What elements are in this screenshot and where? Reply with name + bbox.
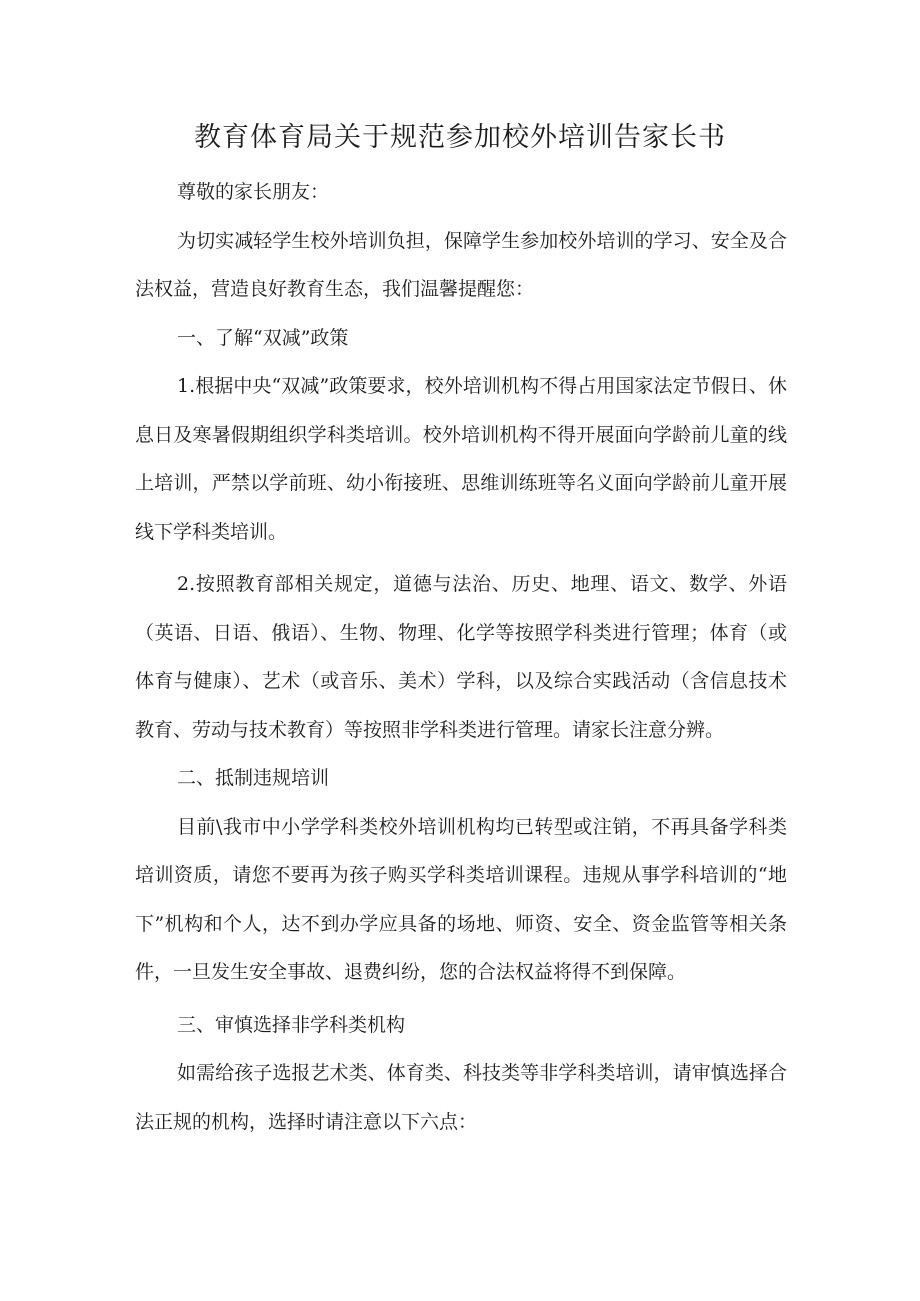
section-heading-1: 一、了解“双减”政策 xyxy=(177,326,349,349)
section-heading-3: 三、审慎选择非学科类机构 xyxy=(177,1013,406,1036)
document-title: 教育体育局关于规范参加校外培训告家长书 xyxy=(194,122,726,153)
policy-item-2: 2.按照教育部相关规定，道德与法治、历史、地理、语文、数学、外语（英语、日语、俄语）、生物、物理、化学等按照学科类进行管理；体育（或体育与健康）、艺术（或音乐、美术）学科，以及综合实践活动（含信息技术教育、劳动与技术教育）等按照非学科类进行管理。请家长注意分辨。 xyxy=(135,573,787,741)
violation-paragraph: 目前\我市中小学学科类校外培训机构均已转型或注销，不再具备学科类培训资质，请您不要再为孩子购买学科类培训课程。违规从事学科培训的“地下”机构和个人，达不到办学应具备的场地、师资、安全、资金监管等相关条件，一旦发生安全事故、退费纠纷，您的合法权益将得不到保障。 xyxy=(135,815,787,983)
salutation: 尊敬的家长朋友： xyxy=(177,181,330,203)
document-body xyxy=(135,168,787,1146)
section-heading-2: 二、抵制违规培训 xyxy=(177,767,330,789)
policy-item-1: 1.根据中央“双减”政策要求，校外培训机构不得占用国家法定节假日、休息日及寒暑假期组织学科类培训。校外培训机构不得开展面向学龄前儿童的线上培训，严禁以学前班、幼小衔接班、思维训练班等名义面向学龄前儿童开展线下学科类培训。 xyxy=(135,375,787,543)
intro-paragraph: 为切实减轻学生校外培训负担，保障学生参加校外培训的学习、安全及合法权益，营造良好教育生态，我们温馨提醒您： xyxy=(135,229,787,300)
selection-paragraph: 如需给孩子选报艺术类、体育类、科技类等非学科类培训，请审慎选择合法正规的机构，选择时请注意以下六点： xyxy=(135,1062,787,1133)
